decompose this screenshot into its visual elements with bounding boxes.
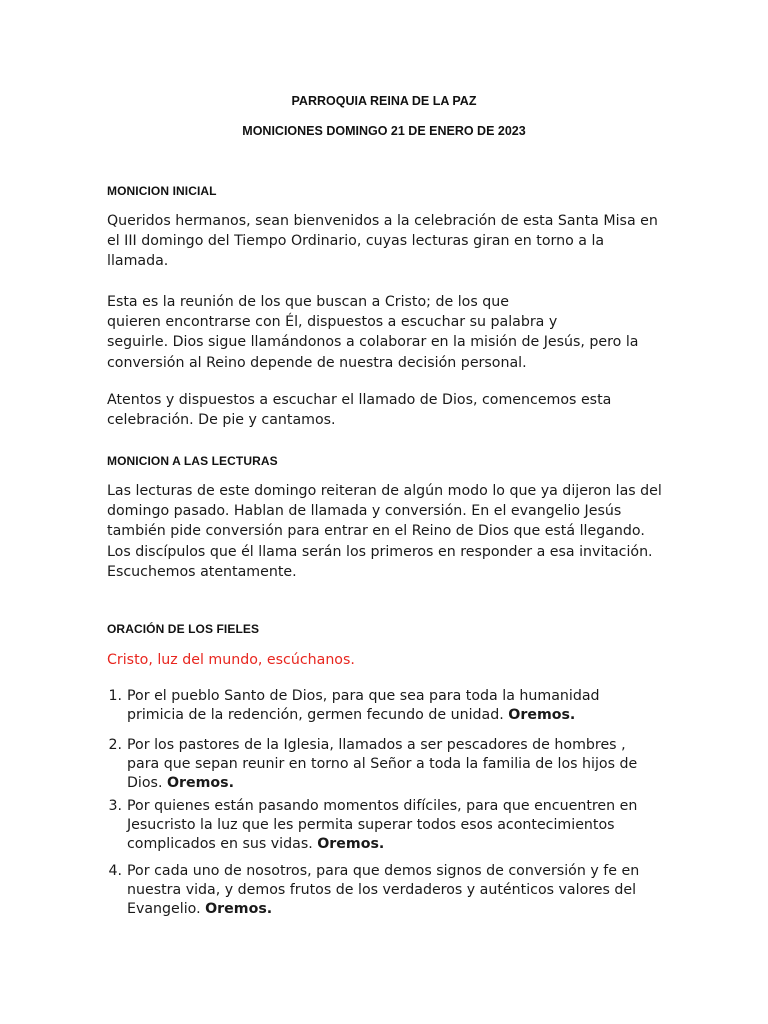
paragraph-atentos: Atentos y dispuestos a escuchar el llamado de Dios, comencemos esta celebración. De pie y cantamos. (107, 392, 612, 429)
list-item-text: Por cada uno de nosotros, para que demos signos de conversión y fe en nuestra vida, y demos frutos de los verdaderos y auténticos valores del Evangelio. Oremos. (127, 863, 640, 917)
oremos-label: Oremos. (205, 900, 273, 917)
oremos-label: Oremos. (317, 835, 385, 852)
paragraph-reunion (107, 292, 667, 373)
list-item-text: Por quienes están pasando momentos difíciles, para que encuentren en Jesucristo la luz que les permita superar todos esos acontecimientos complicados en sus vidas. Oremos. (127, 798, 638, 852)
list-item-number: 2. (108, 737, 122, 753)
document-subtitle: MONICIONES DOMINGO 21 DE ENERO DE 2023 (242, 124, 526, 138)
list-item-text: Por el pueblo Santo de Dios, para que sea para toda la humanidad primicia de la redención, germen fecundo de unidad. Oremos. (127, 688, 600, 723)
paragraph-reunion-line-1: Esta es la reunión de los que buscan a Cristo; de los que (107, 294, 509, 310)
list-item-number: 1. (108, 688, 122, 704)
oremos-label: Oremos. (508, 706, 576, 723)
section-heading-monicion-inicial: MONICION INICIAL (107, 184, 217, 198)
document-title: PARROQUIA REINA DE LA PAZ (291, 94, 477, 108)
paragraph-bienvenida: Queridos hermanos, sean bienvenidos a la celebración de esta Santa Misa en el III domingo del Tiempo Ordinario, cuyas lecturas giran en torno a la llamada. (107, 213, 658, 270)
paragraph-reunion-line-4: conversión al Reino depende de nuestra decisión personal. (107, 354, 527, 371)
list-item-number: 4. (108, 863, 122, 879)
section-heading-monicion-lecturas: MONICION A LAS LECTURAS (107, 454, 278, 468)
section-heading-oracion-fieles: ORACIÓN DE LOS FIELES (107, 622, 260, 636)
paragraph-reunion-line-3: seguirle. Dios sigue llamándonos a colaborar en la misión de Jesús, pero la (107, 334, 639, 351)
oremos-label: Oremos. (166, 774, 235, 791)
list-item-text: Por los pastores de la Iglesia, llamados a ser pescadores de hombres , para que sepan reunir en torno al Señor a toda la familia de los hijos de Dios. Oremos. (127, 737, 638, 791)
paragraph-lecturas: Las lecturas de este domingo reiteran de algún modo lo que ya dijeron las del domingo pasado. Hablan de llamada y conversión. En el evangelio Jesús también pide conversión para entrar en el Reino de Dios que está llegando. Los discípulos que él llama serán los primeros en responder a esa invitación. Escuchemos atentamente. (107, 483, 662, 580)
list-item-number: 3. (108, 798, 122, 814)
paragraph-reunion-line-2: quieren encontrarse con Él, dispuestos a escuchar su palabra y (107, 314, 558, 331)
response-line: Cristo, luz del mundo, escúchanos. (107, 652, 355, 668)
